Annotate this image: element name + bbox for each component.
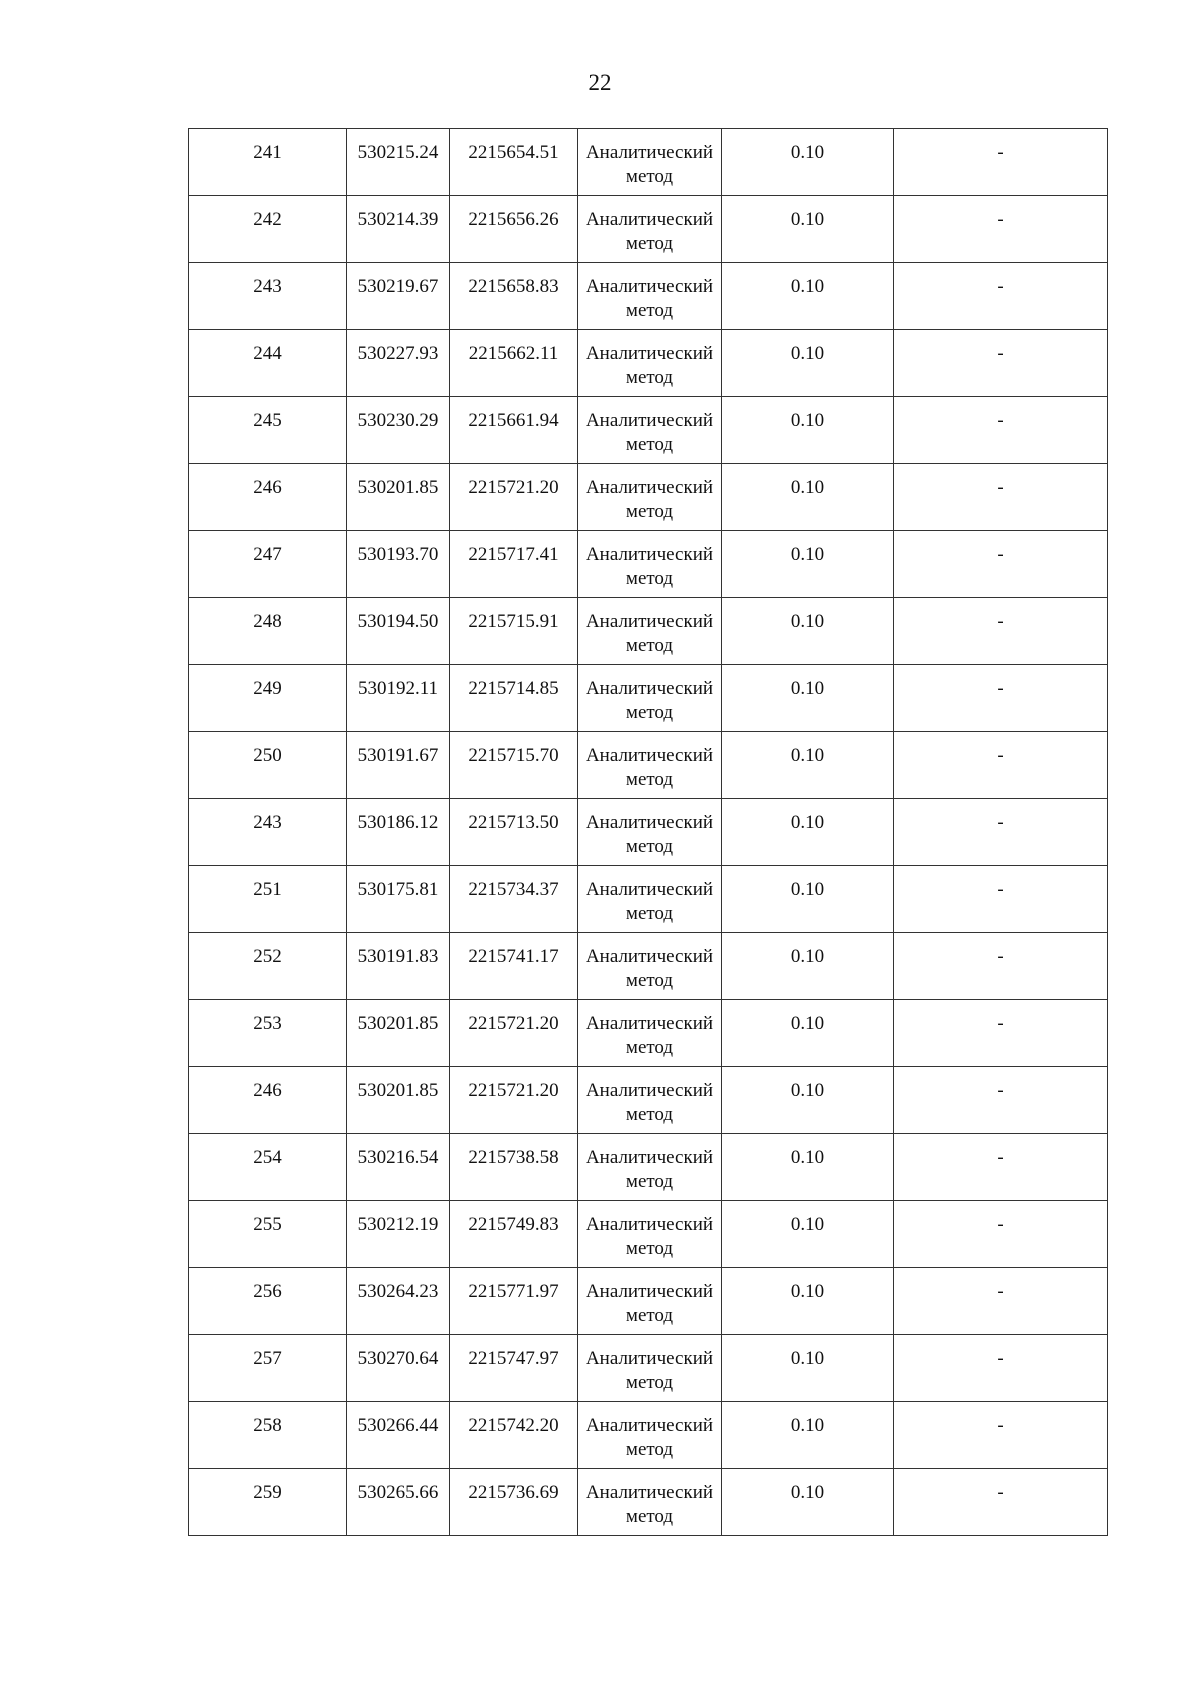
note-cell: - bbox=[894, 531, 1108, 598]
accuracy-cell: 0.10 bbox=[722, 397, 894, 464]
method-cell: Аналитический метод bbox=[578, 598, 722, 665]
method-cell: Аналитический метод bbox=[578, 129, 722, 196]
table-row bbox=[189, 665, 1108, 732]
point-number-cell: 245 bbox=[189, 397, 347, 464]
x-coordinate-cell: 530266.44 bbox=[347, 1402, 450, 1469]
note-cell: - bbox=[894, 1134, 1108, 1201]
accuracy-cell: 0.10 bbox=[722, 1000, 894, 1067]
note-cell: - bbox=[894, 464, 1108, 531]
x-coordinate-cell: 530215.24 bbox=[347, 129, 450, 196]
accuracy-cell: 0.10 bbox=[722, 866, 894, 933]
y-coordinate-cell: 2215717.41 bbox=[450, 531, 578, 598]
y-coordinate-cell: 2215771.97 bbox=[450, 1268, 578, 1335]
table-row bbox=[189, 1469, 1108, 1536]
note-cell: - bbox=[894, 665, 1108, 732]
method-cell: Аналитический метод bbox=[578, 665, 722, 732]
method-cell: Аналитический метод bbox=[578, 330, 722, 397]
method-cell: Аналитический метод bbox=[578, 1067, 722, 1134]
accuracy-cell: 0.10 bbox=[722, 129, 894, 196]
note-cell: - bbox=[894, 263, 1108, 330]
note-cell: - bbox=[894, 598, 1108, 665]
point-number-cell: 243 bbox=[189, 799, 347, 866]
note-cell: - bbox=[894, 866, 1108, 933]
accuracy-cell: 0.10 bbox=[722, 1402, 894, 1469]
point-number-cell: 241 bbox=[189, 129, 347, 196]
method-cell: Аналитический метод bbox=[578, 799, 722, 866]
accuracy-cell: 0.10 bbox=[722, 1134, 894, 1201]
y-coordinate-cell: 2215654.51 bbox=[450, 129, 578, 196]
method-cell: Аналитический метод bbox=[578, 732, 722, 799]
accuracy-cell: 0.10 bbox=[722, 196, 894, 263]
table-row bbox=[189, 397, 1108, 464]
y-coordinate-cell: 2215662.11 bbox=[450, 330, 578, 397]
y-coordinate-cell: 2215734.37 bbox=[450, 866, 578, 933]
table-body bbox=[189, 129, 1108, 1536]
accuracy-cell: 0.10 bbox=[722, 1201, 894, 1268]
note-cell: - bbox=[894, 1201, 1108, 1268]
table-row bbox=[189, 799, 1108, 866]
x-coordinate-cell: 530216.54 bbox=[347, 1134, 450, 1201]
x-coordinate-cell: 530265.66 bbox=[347, 1469, 450, 1536]
point-number-cell: 246 bbox=[189, 464, 347, 531]
table-row bbox=[189, 1067, 1108, 1134]
coordinates-table bbox=[188, 128, 1108, 1536]
y-coordinate-cell: 2215736.69 bbox=[450, 1469, 578, 1536]
point-number-cell: 244 bbox=[189, 330, 347, 397]
y-coordinate-cell: 2215658.83 bbox=[450, 263, 578, 330]
table-row bbox=[189, 866, 1108, 933]
note-cell: - bbox=[894, 397, 1108, 464]
y-coordinate-cell: 2215747.97 bbox=[450, 1335, 578, 1402]
method-cell: Аналитический метод bbox=[578, 1469, 722, 1536]
point-number-cell: 254 bbox=[189, 1134, 347, 1201]
point-number-cell: 259 bbox=[189, 1469, 347, 1536]
x-coordinate-cell: 530194.50 bbox=[347, 598, 450, 665]
note-cell: - bbox=[894, 1000, 1108, 1067]
method-cell: Аналитический метод bbox=[578, 464, 722, 531]
point-number-cell: 242 bbox=[189, 196, 347, 263]
y-coordinate-cell: 2215715.91 bbox=[450, 598, 578, 665]
method-cell: Аналитический метод bbox=[578, 531, 722, 598]
table-row bbox=[189, 732, 1108, 799]
x-coordinate-cell: 530212.19 bbox=[347, 1201, 450, 1268]
x-coordinate-cell: 530230.29 bbox=[347, 397, 450, 464]
y-coordinate-cell: 2215656.26 bbox=[450, 196, 578, 263]
accuracy-cell: 0.10 bbox=[722, 330, 894, 397]
method-cell: Аналитический метод bbox=[578, 397, 722, 464]
x-coordinate-cell: 530175.81 bbox=[347, 866, 450, 933]
method-cell: Аналитический метод bbox=[578, 1402, 722, 1469]
accuracy-cell: 0.10 bbox=[722, 263, 894, 330]
point-number-cell: 249 bbox=[189, 665, 347, 732]
table-row bbox=[189, 330, 1108, 397]
note-cell: - bbox=[894, 799, 1108, 866]
x-coordinate-cell: 530219.67 bbox=[347, 263, 450, 330]
y-coordinate-cell: 2215741.17 bbox=[450, 933, 578, 1000]
accuracy-cell: 0.10 bbox=[722, 1268, 894, 1335]
table-row bbox=[189, 933, 1108, 1000]
x-coordinate-cell: 530191.67 bbox=[347, 732, 450, 799]
note-cell: - bbox=[894, 933, 1108, 1000]
accuracy-cell: 0.10 bbox=[722, 1335, 894, 1402]
method-cell: Аналитический метод bbox=[578, 263, 722, 330]
x-coordinate-cell: 530201.85 bbox=[347, 464, 450, 531]
x-coordinate-cell: 530201.85 bbox=[347, 1000, 450, 1067]
page-number: 22 bbox=[588, 70, 612, 95]
x-coordinate-cell: 530214.39 bbox=[347, 196, 450, 263]
y-coordinate-cell: 2215661.94 bbox=[450, 397, 578, 464]
y-coordinate-cell: 2215721.20 bbox=[450, 464, 578, 531]
accuracy-cell: 0.10 bbox=[722, 598, 894, 665]
note-cell: - bbox=[894, 330, 1108, 397]
table-row bbox=[189, 196, 1108, 263]
y-coordinate-cell: 2215742.20 bbox=[450, 1402, 578, 1469]
method-cell: Аналитический метод bbox=[578, 1000, 722, 1067]
table-row bbox=[189, 464, 1108, 531]
note-cell: - bbox=[894, 196, 1108, 263]
point-number-cell: 252 bbox=[189, 933, 347, 1000]
table-row bbox=[189, 1201, 1108, 1268]
table-row bbox=[189, 1268, 1108, 1335]
x-coordinate-cell: 530227.93 bbox=[347, 330, 450, 397]
x-coordinate-cell: 530270.64 bbox=[347, 1335, 450, 1402]
table-row bbox=[189, 1335, 1108, 1402]
note-cell: - bbox=[894, 1335, 1108, 1402]
table-row bbox=[189, 263, 1108, 330]
note-cell: - bbox=[894, 1268, 1108, 1335]
x-coordinate-cell: 530264.23 bbox=[347, 1268, 450, 1335]
x-coordinate-cell: 530192.11 bbox=[347, 665, 450, 732]
accuracy-cell: 0.10 bbox=[722, 665, 894, 732]
note-cell: - bbox=[894, 1469, 1108, 1536]
method-cell: Аналитический метод bbox=[578, 866, 722, 933]
x-coordinate-cell: 530193.70 bbox=[347, 531, 450, 598]
accuracy-cell: 0.10 bbox=[722, 799, 894, 866]
table-row bbox=[189, 1134, 1108, 1201]
note-cell: - bbox=[894, 732, 1108, 799]
method-cell: Аналитический метод bbox=[578, 1201, 722, 1268]
method-cell: Аналитический метод bbox=[578, 1134, 722, 1201]
point-number-cell: 248 bbox=[189, 598, 347, 665]
point-number-cell: 256 bbox=[189, 1268, 347, 1335]
point-number-cell: 250 bbox=[189, 732, 347, 799]
point-number-cell: 247 bbox=[189, 531, 347, 598]
x-coordinate-cell: 530191.83 bbox=[347, 933, 450, 1000]
x-coordinate-cell: 530201.85 bbox=[347, 1067, 450, 1134]
point-number-cell: 258 bbox=[189, 1402, 347, 1469]
y-coordinate-cell: 2215721.20 bbox=[450, 1067, 578, 1134]
accuracy-cell: 0.10 bbox=[722, 933, 894, 1000]
y-coordinate-cell: 2215714.85 bbox=[450, 665, 578, 732]
table-row bbox=[189, 129, 1108, 196]
y-coordinate-cell: 2215715.70 bbox=[450, 732, 578, 799]
method-cell: Аналитический метод bbox=[578, 1268, 722, 1335]
table-row bbox=[189, 531, 1108, 598]
y-coordinate-cell: 2215738.58 bbox=[450, 1134, 578, 1201]
y-coordinate-cell: 2215749.83 bbox=[450, 1201, 578, 1268]
method-cell: Аналитический метод bbox=[578, 933, 722, 1000]
table-row bbox=[189, 1402, 1108, 1469]
point-number-cell: 255 bbox=[189, 1201, 347, 1268]
accuracy-cell: 0.10 bbox=[722, 1469, 894, 1536]
accuracy-cell: 0.10 bbox=[722, 732, 894, 799]
x-coordinate-cell: 530186.12 bbox=[347, 799, 450, 866]
accuracy-cell: 0.10 bbox=[722, 531, 894, 598]
method-cell: Аналитический метод bbox=[578, 1335, 722, 1402]
method-cell: Аналитический метод bbox=[578, 196, 722, 263]
point-number-cell: 251 bbox=[189, 866, 347, 933]
point-number-cell: 253 bbox=[189, 1000, 347, 1067]
note-cell: - bbox=[894, 129, 1108, 196]
table-row bbox=[189, 598, 1108, 665]
table-row bbox=[189, 1000, 1108, 1067]
y-coordinate-cell: 2215713.50 bbox=[450, 799, 578, 866]
accuracy-cell: 0.10 bbox=[722, 1067, 894, 1134]
y-coordinate-cell: 2215721.20 bbox=[450, 1000, 578, 1067]
point-number-cell: 257 bbox=[189, 1335, 347, 1402]
note-cell: - bbox=[894, 1067, 1108, 1134]
point-number-cell: 246 bbox=[189, 1067, 347, 1134]
accuracy-cell: 0.10 bbox=[722, 464, 894, 531]
point-number-cell: 243 bbox=[189, 263, 347, 330]
note-cell: - bbox=[894, 1402, 1108, 1469]
